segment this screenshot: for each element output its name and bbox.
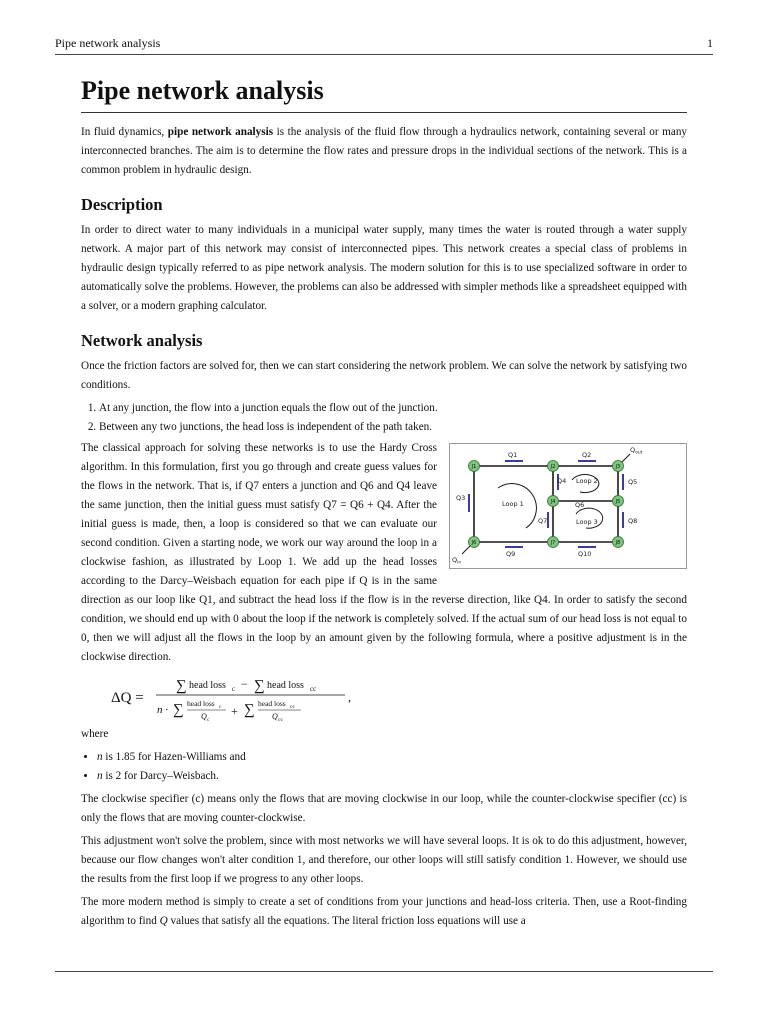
q-c-sub: c	[207, 717, 210, 723]
sum-symbol: ∑	[244, 702, 255, 718]
junction-label: J5	[615, 499, 621, 505]
sub-headloss-cc: head loss	[258, 699, 286, 708]
n-value-item	[97, 767, 687, 786]
junction-label: J7	[550, 540, 556, 546]
junction-node-j2	[548, 461, 559, 472]
page-number: 1	[707, 36, 713, 50]
sub-headloss-c: head loss	[187, 699, 215, 708]
junction-node-j7	[548, 537, 559, 548]
flow-label-q3: Q3	[456, 494, 466, 502]
flow-label-q10: Q10	[578, 550, 592, 558]
headloss-cc-sub: cc	[310, 685, 317, 693]
loop-label-1: Loop 1	[502, 500, 524, 508]
loop-label-3: Loop 3	[576, 518, 598, 526]
flow-in-out	[462, 454, 630, 554]
formula-lhs: ΔQ =	[111, 690, 144, 706]
headloss-c: head loss	[189, 680, 226, 691]
page-title: Pipe network analysis	[81, 74, 687, 113]
q-cc-sub: cc	[278, 717, 283, 723]
headloss-c-sub: c	[232, 685, 236, 693]
flow-label-q1: Q1	[508, 451, 518, 459]
q-c: Q	[201, 712, 207, 721]
q-variable: Q	[159, 915, 168, 927]
junction-label: J8	[615, 540, 621, 546]
running-title: Pipe network analysis	[55, 36, 161, 50]
n-variable: n	[97, 770, 103, 782]
sum-symbol: ∑	[176, 678, 187, 694]
q-in-symbol: Q	[452, 556, 458, 564]
flow-label-q2: Q2	[582, 451, 592, 459]
junction-label: J4	[550, 499, 556, 505]
formula-trailing-comma: ,	[348, 690, 351, 704]
conditions-list	[81, 399, 687, 437]
modern-method-pre: The more modern method is simply to create a set of conditions from your junctions and head-loss criteria. Then, use a Root-finding algorithm to find	[81, 896, 687, 927]
junction-node-j5	[613, 496, 624, 507]
flow-label-q6: Q6	[575, 501, 585, 509]
condition-item: 1. At any junction, the flow into a junction equals the flow out of the junction.	[99, 399, 687, 418]
flow-label-q9: Q9	[506, 550, 516, 558]
n-dot: n ·	[157, 704, 168, 716]
network-analysis-heading: Network analysis	[81, 331, 203, 350]
minus-sign: −	[241, 677, 248, 691]
q-out-label	[630, 446, 643, 456]
delta-q-formula	[111, 673, 687, 723]
adjustment-paragraph: This adjustment won't solve the problem, since with most networks we will have several loops. It is ok to do this adjustment, however, because our flow changes won't alter condition 1, and therefore, our other loops will still satisfy condition 1. However, we should use the results from the first loop if we progress to any other loops.	[81, 835, 687, 885]
junction-node-j8	[613, 537, 624, 548]
junction-node-j6	[469, 537, 480, 548]
formula-svg	[111, 673, 431, 725]
intro-post: is the analysis of the fluid flow through a hydraulics network, containing several or many interconnected branches. The aim is to determine the flow rates and pressure drops in the individual sections of the network. This is a common problem in hydraulic design.	[81, 126, 688, 176]
running-header	[55, 34, 713, 55]
flow-label-q5: Q5	[628, 478, 638, 486]
modern-method-post: values that satisfy all the equations. The literal friction loss equations will use a	[167, 915, 526, 927]
flow-label-q4: Q4	[557, 477, 567, 485]
pipe-network-svg	[450, 444, 686, 568]
q-in-label	[452, 556, 461, 566]
q-out-symbol: Q	[630, 446, 636, 454]
sub-headloss-cc-sub: cc	[290, 704, 295, 710]
junction-label: J3	[615, 464, 621, 470]
intro-paragraph	[81, 123, 687, 180]
condition-item: 2. Between any two junctions, the head loss is independent of the path taken.	[99, 418, 687, 437]
n-value-item	[97, 748, 687, 767]
intro-bold-term: pipe network analysis	[167, 126, 274, 138]
junction-node-j4	[548, 496, 559, 507]
junction-label: J1	[471, 464, 477, 470]
hardy-cross-paragraph: The classical approach for solving these networks is to use the Hardy Cross algorithm. In this formulation, first you go through and create guess values for the flows in the network. That is, if Q7 enters a junction and Q6 and Q4 leave the same junction, then the initial guess must satisfy Q7 = Q6 + Q4. After the initial guess is made, then, a loop is considered so that we can evaluate our second condition. Given a starting node, we work our way around the loop in a clockwise fashion, as illustrated by Loop 1. We add up the head losses according to the Darcy–Weisbach equation for each pipe if Q is in the same direction as our loop like Q1, and subtract the head loss if the flow is in the reverse direction, like Q4. In order to satisfy the second condition, we should end up with 0 about the loop if the network is completely solved. If the actual sum of our head loss is not equal to 0, then we will adjust all the flows in the loop by an amount given by the following formula, where a positive adjustment is in the clockwise direction.	[81, 442, 687, 663]
sum-symbol: ∑	[254, 678, 265, 694]
q-out-subscript: out	[635, 450, 643, 456]
clockwise-specifier-paragraph: The clockwise specifier (c) means only the flows that are moving clockwise in our loop, while the counter-clockwise specifier (cc) is only the flows that are moving counter-clockwise.	[81, 793, 687, 824]
junction-node-j1	[469, 461, 480, 472]
loop-label-2: Loop 2	[576, 477, 598, 485]
n-variable: n	[97, 751, 103, 763]
junction-label: J2	[550, 464, 556, 470]
q-cc: Q	[272, 712, 278, 721]
description-paragraph: In order to direct water to many individuals in a municipal water supply, many times the water is routed through a water supply network. A major part of this network may consist of interconnected pipes. This network creates a special class of problems in hydraulic design typically referred to as pipe network analysis. The modern solution for this is to use specialized software in order to automatically solve the problems. However, the problems can also be addressed with simpler methods like a spreadsheet equipped with a solver, or a modern graphing calculator.	[81, 224, 687, 312]
n-values-list	[81, 748, 687, 786]
junction-label: J6	[471, 540, 477, 546]
sum-symbol: ∑	[173, 702, 184, 718]
n-value-text: is 1.85 for Hazen-Williams and	[102, 751, 246, 763]
sub-headloss-c-sub: c	[219, 704, 222, 710]
network-paragraph-1: Once the friction factors are solved for, then we can start considering the network problem. We can solve the network by satisfying two conditions.	[81, 360, 687, 391]
junction-nodes	[469, 461, 624, 548]
pipe-network-diagram	[449, 443, 687, 569]
description-heading: Description	[81, 195, 163, 214]
flow-label-q7: Q7	[538, 517, 548, 525]
q-in-subscript: in	[457, 560, 462, 566]
article-body	[81, 70, 687, 935]
where-label: where	[81, 728, 109, 740]
flow-label-q8: Q8	[628, 517, 638, 525]
junction-node-j3	[613, 461, 624, 472]
n-value-text: is 2 for Darcy–Weisbach.	[102, 770, 219, 782]
direction-markers	[468, 460, 624, 548]
plus-sign: +	[231, 704, 238, 718]
intro-pre: In fluid dynamics,	[81, 126, 168, 138]
footer-rule	[55, 971, 713, 972]
modern-method-paragraph	[81, 893, 687, 931]
headloss-cc: head loss	[267, 680, 304, 691]
